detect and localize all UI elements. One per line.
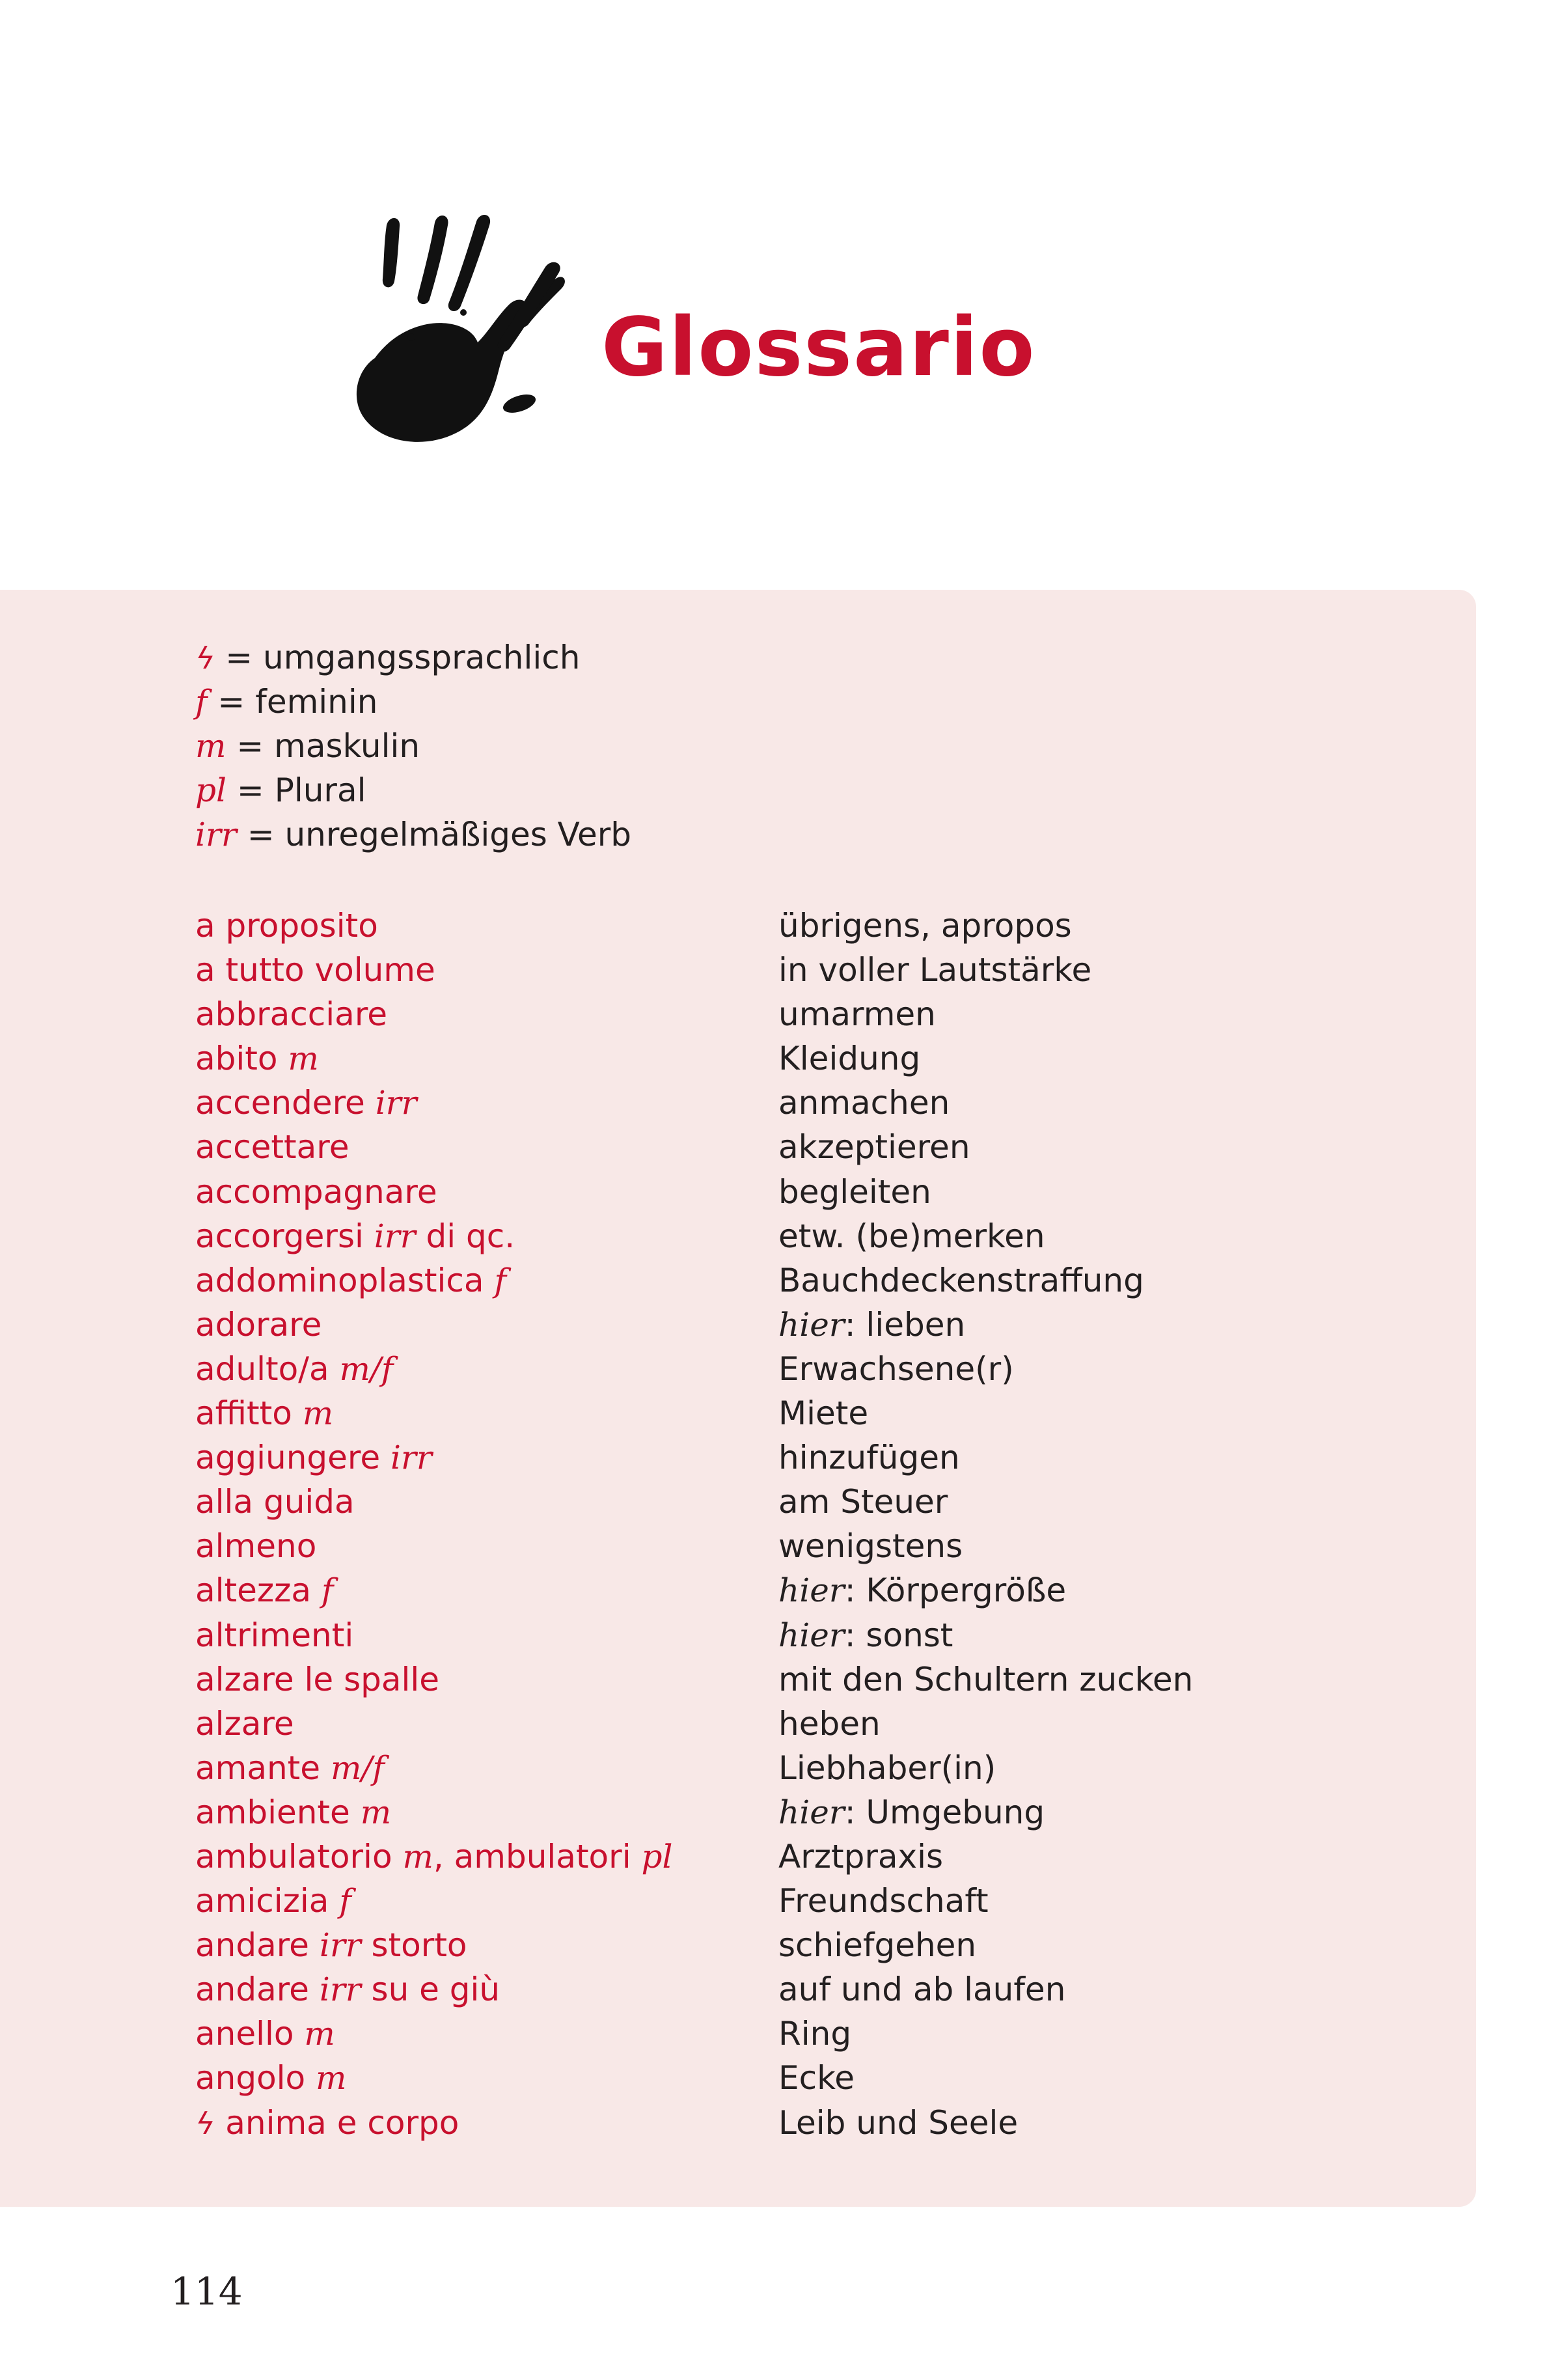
- text-segment: alla guida: [195, 1483, 355, 1521]
- text-segment: andare: [195, 1971, 320, 2009]
- text-segment: Ecke: [778, 2059, 855, 2097]
- glossary-entry: [195, 1790, 1341, 1834]
- text-segment: a proposito: [195, 907, 378, 945]
- glossary-entry: [195, 1613, 1341, 1657]
- italian-term: [195, 1036, 319, 1081]
- text-segment: Liebhaber(in): [778, 1749, 996, 1787]
- text-segment: ambulatorio: [195, 1837, 403, 1875]
- italian-term: [195, 1125, 349, 1169]
- legend-abbreviation: m: [195, 727, 226, 765]
- italian-term: [191, 2101, 459, 2146]
- text-segment: mit den Schultern zucken: [778, 1660, 1194, 1698]
- grammar-tag: m/f: [330, 1749, 385, 1787]
- glossary-entry: [195, 1347, 1341, 1391]
- text-segment: umarmen: [778, 995, 936, 1034]
- text-segment: affitto: [195, 1394, 303, 1433]
- text-segment: angolo: [195, 2059, 316, 2097]
- italian-term: [195, 948, 435, 992]
- usage-note: hier: [778, 1616, 845, 1654]
- italian-term: [195, 1967, 500, 2012]
- legend-description: = feminin: [217, 683, 378, 721]
- grammar-tag: m: [360, 1793, 392, 1831]
- text-segment: alzare le spalle: [195, 1660, 440, 1698]
- text-segment: : Umgebung: [844, 1793, 1045, 1831]
- german-translation: [778, 1524, 963, 1568]
- text-segment: su e giù: [361, 1971, 500, 2009]
- grammar-tag: m: [316, 2059, 347, 2097]
- glossary-entry: [195, 948, 1341, 992]
- italian-term: [195, 1524, 316, 1568]
- italian-term: [195, 1214, 515, 1258]
- italian-term: [195, 1923, 467, 1967]
- german-translation: [778, 1834, 943, 1879]
- glossary-entry: [195, 2012, 1341, 2056]
- text-segment: ambiente: [195, 1793, 361, 1831]
- text-segment: wenigstens: [778, 1527, 963, 1566]
- german-translation: [778, 904, 1072, 948]
- glossary-entry: [195, 1081, 1341, 1125]
- italian-term: [195, 1834, 673, 1879]
- german-translation: [778, 1347, 1014, 1391]
- italian-term: [195, 1879, 351, 1923]
- italian-term: [195, 1613, 353, 1657]
- text-segment: altezza: [195, 1571, 322, 1610]
- text-segment: anello: [195, 2015, 305, 2053]
- text-segment: Erwachsene(r): [778, 1349, 1014, 1388]
- glossary-entry: [195, 1214, 1341, 1258]
- grammar-tag: f: [494, 1261, 506, 1299]
- text-segment: auf und ab laufen: [778, 1971, 1066, 2009]
- text-segment: abito: [195, 1040, 288, 1078]
- text-segment: Arztpraxis: [778, 1837, 944, 1875]
- usage-note: hier: [778, 1571, 845, 1610]
- text-segment: : Körpergröße: [844, 1571, 1067, 1610]
- grammar-tag: irr: [319, 1926, 361, 1965]
- abbreviation-legend: [191, 635, 632, 857]
- legend-row: [195, 680, 631, 724]
- text-segment: : sonst: [844, 1616, 953, 1654]
- glossary-entry: [195, 1967, 1341, 2012]
- grammar-tag: f: [321, 1571, 334, 1610]
- german-translation: [778, 1480, 948, 1524]
- glossary-entry: [195, 2056, 1341, 2100]
- text-segment: andare: [195, 1926, 320, 1965]
- text-segment: , ambulatori: [433, 1837, 642, 1875]
- german-translation: [778, 1170, 931, 1214]
- italian-term: [195, 1391, 333, 1435]
- italian-term: [195, 2056, 346, 2100]
- german-translation: [778, 1036, 920, 1081]
- italian-term: [195, 1303, 322, 1347]
- text-segment: begleiten: [778, 1172, 931, 1211]
- text-segment: übrigens, apropos: [778, 907, 1072, 945]
- legend-description: = unregelmäßiges Verb: [247, 816, 632, 853]
- text-segment: Leib und Seele: [778, 2103, 1019, 2142]
- usage-note: hier: [778, 1305, 845, 1344]
- grammar-tag: m: [288, 1040, 319, 1078]
- glossary-entry: [195, 1125, 1341, 1169]
- italian-term: [195, 2012, 335, 2056]
- glossary-entry: [195, 1524, 1341, 1568]
- text-segment: in voller Lautstärke: [778, 951, 1092, 989]
- text-segment: a tutto volume: [195, 951, 435, 989]
- grammar-tag: m: [402, 1837, 433, 1875]
- glossary-entry: [195, 1435, 1341, 1480]
- glossary-entry: [195, 1480, 1341, 1524]
- glossary-entries: [191, 904, 1341, 2145]
- text-segment: Kleidung: [778, 1040, 921, 1078]
- german-translation: [778, 1879, 989, 1923]
- german-translation: [778, 948, 1091, 992]
- italian-term: [195, 904, 378, 948]
- german-translation: [778, 1435, 960, 1480]
- german-translation: [778, 2101, 1018, 2145]
- german-translation: [778, 1391, 868, 1435]
- grammar-tag: irr: [319, 1971, 361, 2009]
- german-translation: [778, 1923, 976, 1967]
- text-segment: amicizia: [195, 1882, 340, 1920]
- text-segment: almeno: [195, 1527, 317, 1566]
- text-segment: adulto/a: [195, 1349, 340, 1388]
- legend-abbreviation: pl: [195, 771, 226, 809]
- legend-description: = maskulin: [236, 727, 420, 765]
- text-segment: accettare: [195, 1128, 349, 1167]
- german-translation: [778, 1790, 1045, 1834]
- text-segment: schiefgehen: [778, 1926, 977, 1965]
- text-segment: storto: [361, 1926, 467, 1965]
- colloquial-mark-icon: ϟ: [191, 2105, 219, 2141]
- colloquial-mark-icon: ϟ: [191, 641, 219, 676]
- text-segment: Bauchdeckenstraffung: [778, 1261, 1144, 1299]
- text-segment: amante: [195, 1749, 331, 1787]
- text-segment: accendere: [195, 1084, 376, 1122]
- legend-description: = umgangssprachlich: [225, 639, 581, 676]
- german-translation: [778, 2056, 855, 2100]
- text-segment: am Steuer: [778, 1483, 948, 1521]
- grammar-tag: m: [302, 1394, 334, 1433]
- german-translation: [778, 1702, 881, 1746]
- glossary-entry: [191, 2101, 1341, 2145]
- text-segment: Ring: [778, 2015, 852, 2053]
- text-segment: : lieben: [844, 1305, 966, 1344]
- german-translation: [778, 1258, 1144, 1303]
- text-segment: Freundschaft: [778, 1882, 989, 1920]
- italian-term: [195, 1702, 294, 1746]
- glossary-entry: [195, 1657, 1341, 1702]
- text-segment: aggiungere: [195, 1439, 390, 1477]
- german-translation: [778, 1657, 1193, 1702]
- text-segment: Miete: [778, 1394, 869, 1433]
- legend-abbreviation: irr: [195, 816, 237, 853]
- grammar-tag: f: [339, 1882, 351, 1920]
- italian-term: [195, 1568, 333, 1612]
- glossary-entry: [195, 992, 1341, 1036]
- text-segment: accorgersi: [195, 1217, 374, 1255]
- italian-term: [195, 1081, 417, 1125]
- italian-term: [195, 1790, 391, 1834]
- text-segment: di qc.: [415, 1217, 515, 1255]
- glossary-entry: [195, 904, 1341, 948]
- glossary-entry: [195, 1036, 1341, 1081]
- italian-term: [195, 1347, 393, 1391]
- usage-note: hier: [778, 1793, 845, 1831]
- italian-term: [195, 1480, 355, 1524]
- legend-row: [191, 635, 631, 680]
- legend-row: [195, 724, 631, 768]
- text-segment: altrimenti: [195, 1616, 354, 1654]
- text-segment: adorare: [195, 1305, 322, 1344]
- page-title: Glossario: [601, 301, 1036, 394]
- glossary-entry: [195, 1923, 1341, 1967]
- italian-term: [195, 1170, 437, 1214]
- glossary-entry: [195, 1391, 1341, 1435]
- glossary-entry: [195, 1258, 1341, 1303]
- page-number: 114: [171, 2269, 243, 2314]
- grammar-tag: irr: [390, 1439, 432, 1477]
- german-translation: [778, 992, 936, 1036]
- grammar-tag: pl: [641, 1837, 673, 1875]
- grammar-tag: irr: [374, 1217, 416, 1255]
- glossary-entry: [195, 1702, 1341, 1746]
- text-segment: akzeptieren: [778, 1128, 970, 1167]
- glossary-entry: [195, 1568, 1341, 1612]
- german-translation: [778, 1214, 1045, 1258]
- legend-description: = Plural: [236, 771, 366, 809]
- german-translation: [778, 1125, 970, 1169]
- text-segment: anima e corpo: [215, 2103, 459, 2142]
- grammar-tag: irr: [375, 1084, 417, 1122]
- german-translation: [778, 1746, 996, 1790]
- text-segment: alzare: [195, 1704, 294, 1743]
- glossary-entry: [195, 1170, 1341, 1214]
- italian-term: [195, 1746, 385, 1790]
- grammar-tag: m/f: [339, 1349, 394, 1388]
- handprint-icon: [349, 208, 583, 456]
- italian-term: [195, 1435, 432, 1480]
- italian-term: [195, 1258, 506, 1303]
- text-segment: abbracciare: [195, 995, 388, 1034]
- german-translation: [778, 1081, 950, 1125]
- legend-row: [195, 768, 631, 812]
- glossary-entry: [195, 1303, 1341, 1347]
- text-segment: hinzufügen: [778, 1439, 960, 1477]
- italian-term: [195, 1657, 439, 1702]
- grammar-tag: m: [304, 2015, 335, 2053]
- text-segment: etw. (be)merken: [778, 1217, 1045, 1255]
- german-translation: [778, 2012, 851, 2056]
- german-translation: [778, 1568, 1066, 1612]
- german-translation: [778, 1303, 965, 1347]
- glossary-entry: [195, 1746, 1341, 1790]
- text-segment: heben: [778, 1704, 881, 1743]
- text-segment: addominoplastica: [195, 1261, 495, 1299]
- glossary-entry: [195, 1834, 1341, 1879]
- glossary-entry: [195, 1879, 1341, 1923]
- german-translation: [778, 1967, 1065, 2012]
- text-segment: accompagnare: [195, 1172, 437, 1211]
- legend-row: [195, 812, 631, 857]
- german-translation: [778, 1613, 953, 1657]
- text-segment: anmachen: [778, 1084, 950, 1122]
- legend-abbreviation: f: [195, 683, 208, 721]
- italian-term: [195, 992, 387, 1036]
